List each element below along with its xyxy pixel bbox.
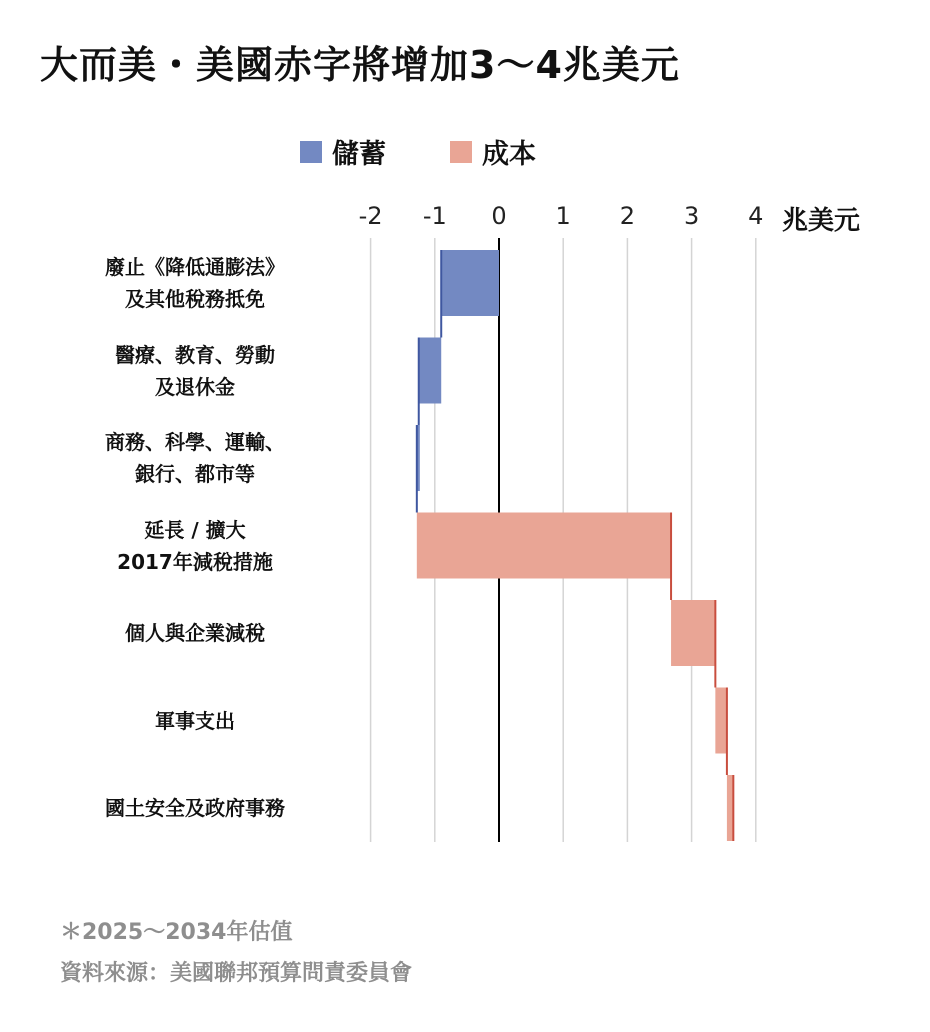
category-label-line: 及退休金 xyxy=(155,374,235,399)
chart-title: 大而美・美國赤字將增加3～4兆美元 xyxy=(40,43,680,87)
legend-label-savings: 儲蓄 xyxy=(332,139,386,170)
bar-cost xyxy=(671,600,715,666)
x-tick-label: 4 xyxy=(748,202,764,230)
x-tick-label: 3 xyxy=(683,202,700,230)
bar-savings xyxy=(441,250,499,316)
category-label-line: 商務、科學、運輸、 xyxy=(105,430,285,454)
category-label-line: 銀行、都市等 xyxy=(135,462,255,486)
x-tick-label: -2 xyxy=(358,202,383,230)
category-label-line: 延長 / 擴大 xyxy=(144,517,246,542)
category-label-line: 軍事支出 xyxy=(155,708,235,733)
category-label-line: 個人與企業減稅 xyxy=(125,621,265,645)
footnote-source: 資料來源：美國聯邦預算問責委員會 xyxy=(60,961,413,986)
category-label-line: 國土安全及政府事務 xyxy=(105,796,285,820)
footnote-estimate: ＊2025～2034年估值 xyxy=(60,920,293,945)
category-label-line: 廢止《降低通膨法》 xyxy=(105,255,285,279)
axis-unit-label: 兆美元 xyxy=(782,206,861,236)
bar-cost xyxy=(417,513,671,579)
bar-savings xyxy=(419,338,441,404)
x-tick-label: 0 xyxy=(491,202,507,230)
category-label-line: 醫療、教育、勞動 xyxy=(115,342,275,367)
bar-cost xyxy=(715,688,727,754)
x-tick-label: -1 xyxy=(422,202,447,230)
legend-label-cost: 成本 xyxy=(482,139,536,170)
x-tick-label: 1 xyxy=(555,202,571,230)
category-label-line: 2017年減稅措施 xyxy=(117,549,273,574)
x-tick-label: 2 xyxy=(619,202,636,230)
category-label-line: 及其他稅務抵免 xyxy=(125,287,265,311)
